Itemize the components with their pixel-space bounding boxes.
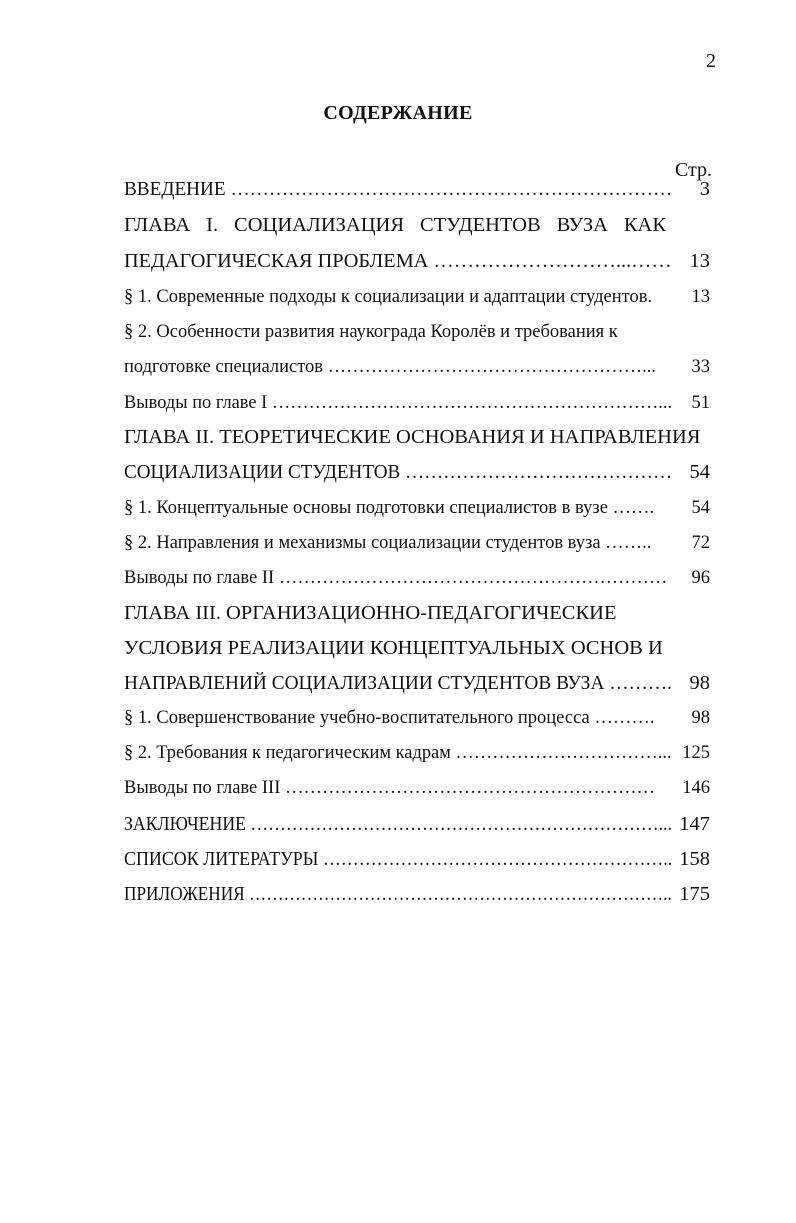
- toc-entry-page: 125: [682, 743, 710, 763]
- pages-column-header: Стр.: [674, 159, 712, 181]
- toc-entry-text: § 2. Особенности развития наукограда Королёв и требования к: [124, 322, 618, 342]
- toc-entry-ch1-section-1[interactable]: [124, 287, 710, 308]
- toc-entry-text: СОЦИАЛИЗАЦИИ СТУДЕНТОВ ……………………………………: [124, 461, 673, 483]
- toc-entry-page: 98: [689, 672, 710, 694]
- page-number: 2: [706, 50, 716, 72]
- toc-entry-text: § 1. Совершенствование учебно-воспитательного процесса ……….: [124, 708, 655, 728]
- toc-chapter-1-heading-line-1[interactable]: [124, 214, 710, 237]
- toc-entry-conclusion[interactable]: [124, 813, 710, 836]
- toc-entry-ch3-conclusions[interactable]: [124, 778, 710, 799]
- toc-entry-page: 175: [679, 883, 710, 905]
- toc-chapter-2-heading-line-2[interactable]: [124, 461, 710, 484]
- toc-chapter-3-heading-line-1[interactable]: [124, 602, 710, 625]
- toc-entry-page: 13: [689, 250, 710, 272]
- toc-entry-text: ПРИЛОЖЕНИЯ ………………………………………………………………..: [124, 883, 672, 905]
- toc-entry-text: ГЛАВА III. ОРГАНИЗАЦИОННО-ПЕДАГОГИЧЕСКИЕ: [124, 602, 617, 624]
- toc-entry-page: 158: [679, 848, 710, 870]
- toc-entry-text: Выводы по главе I ………………………………………………………...: [124, 393, 673, 413]
- toc-chapter-2-heading-line-1[interactable]: [124, 426, 710, 449]
- toc-entry-text: подготовке специалистов ……………………………………………...: [124, 357, 657, 377]
- toc-entry-appendices[interactable]: [124, 883, 710, 906]
- toc-entry-page: 54: [689, 461, 710, 483]
- toc-entry-introduction[interactable]: [124, 178, 710, 201]
- toc-entry-text: § 1. Современные подходы к социализации и адаптации студентов.: [124, 287, 653, 307]
- toc-entry-ch2-conclusions[interactable]: [124, 568, 710, 589]
- toc-entry-ch3-section-2[interactable]: [124, 743, 710, 764]
- toc-entry-ch1-conclusions[interactable]: [124, 393, 710, 414]
- toc-entry-text: ГЛАВА I. СОЦИАЛИЗАЦИЯ СТУДЕНТОВ ВУЗА КАК: [124, 214, 666, 236]
- toc-chapter-1-heading-line-2[interactable]: [124, 250, 710, 273]
- toc-entry-text: § 2. Направления и механизмы социализации студентов вуза ……..: [124, 533, 652, 553]
- toc-entry-page: 3: [699, 178, 710, 200]
- toc-entry-ch1-section-2-line-2[interactable]: [124, 357, 710, 378]
- toc-entry-text: НАПРАВЛЕНИЙ СОЦИАЛИЗАЦИИ СТУДЕНТОВ ВУЗА ……….: [124, 672, 672, 694]
- toc-entry-page: 51: [691, 393, 710, 413]
- toc-entry-text: § 2. Требования к педагогическим кадрам ……………………………...: [124, 743, 672, 763]
- toc-entry-page: 54: [691, 498, 710, 518]
- toc-entry-page: 147: [679, 813, 710, 835]
- toc-entry-ch2-section-1[interactable]: [124, 498, 710, 519]
- toc-entry-text: ЗАКЛЮЧЕНИЕ ……………………………………………………………...: [124, 813, 672, 835]
- toc-entry-text: ПЕДАГОГИЧЕСКАЯ ПРОБЛЕМА ………………………...……: [124, 250, 672, 272]
- toc-entry-text: ВВЕДЕНИЕ ……………………………………………………………: [124, 178, 673, 200]
- toc-entry-text: Выводы по главе III ……………………………………………………: [124, 778, 655, 798]
- toc-chapter-3-heading-line-2[interactable]: [124, 637, 710, 660]
- toc-entry-text: § 1. Концептуальные основы подготовки специалистов в вузе …….: [124, 498, 655, 518]
- toc-entry-page: 13: [691, 287, 710, 307]
- page-title: СОДЕРЖАНИЕ: [323, 102, 473, 124]
- toc-entry-ch2-section-2[interactable]: [124, 533, 710, 554]
- toc-entry-ch3-section-1[interactable]: [124, 708, 710, 729]
- toc-entry-page: 72: [691, 533, 710, 553]
- toc-entry-text: Выводы по главе II ………………………………………………………: [124, 568, 668, 588]
- toc-entry-ch1-section-2-line-1[interactable]: [124, 322, 710, 343]
- toc-entry-bibliography[interactable]: [124, 848, 710, 871]
- toc-entry-page: 33: [691, 357, 710, 377]
- toc-entry-page: 98: [691, 708, 710, 728]
- toc-entry-page: 96: [691, 568, 710, 588]
- toc-entry-text: СПИСОК ЛИТЕРАТУРЫ …………………………………………………..: [124, 848, 673, 870]
- toc-entry-text: УСЛОВИЯ РЕАЛИЗАЦИИ КОНЦЕПТУАЛЬНЫХ ОСНОВ И: [124, 637, 663, 659]
- toc-entry-text: ГЛАВА II. ТЕОРЕТИЧЕСКИЕ ОСНОВАНИЯ И НАПРАВЛЕНИЯ: [124, 426, 701, 448]
- toc-chapter-3-heading-line-3[interactable]: [124, 672, 710, 695]
- toc-entry-page: 146: [682, 778, 710, 798]
